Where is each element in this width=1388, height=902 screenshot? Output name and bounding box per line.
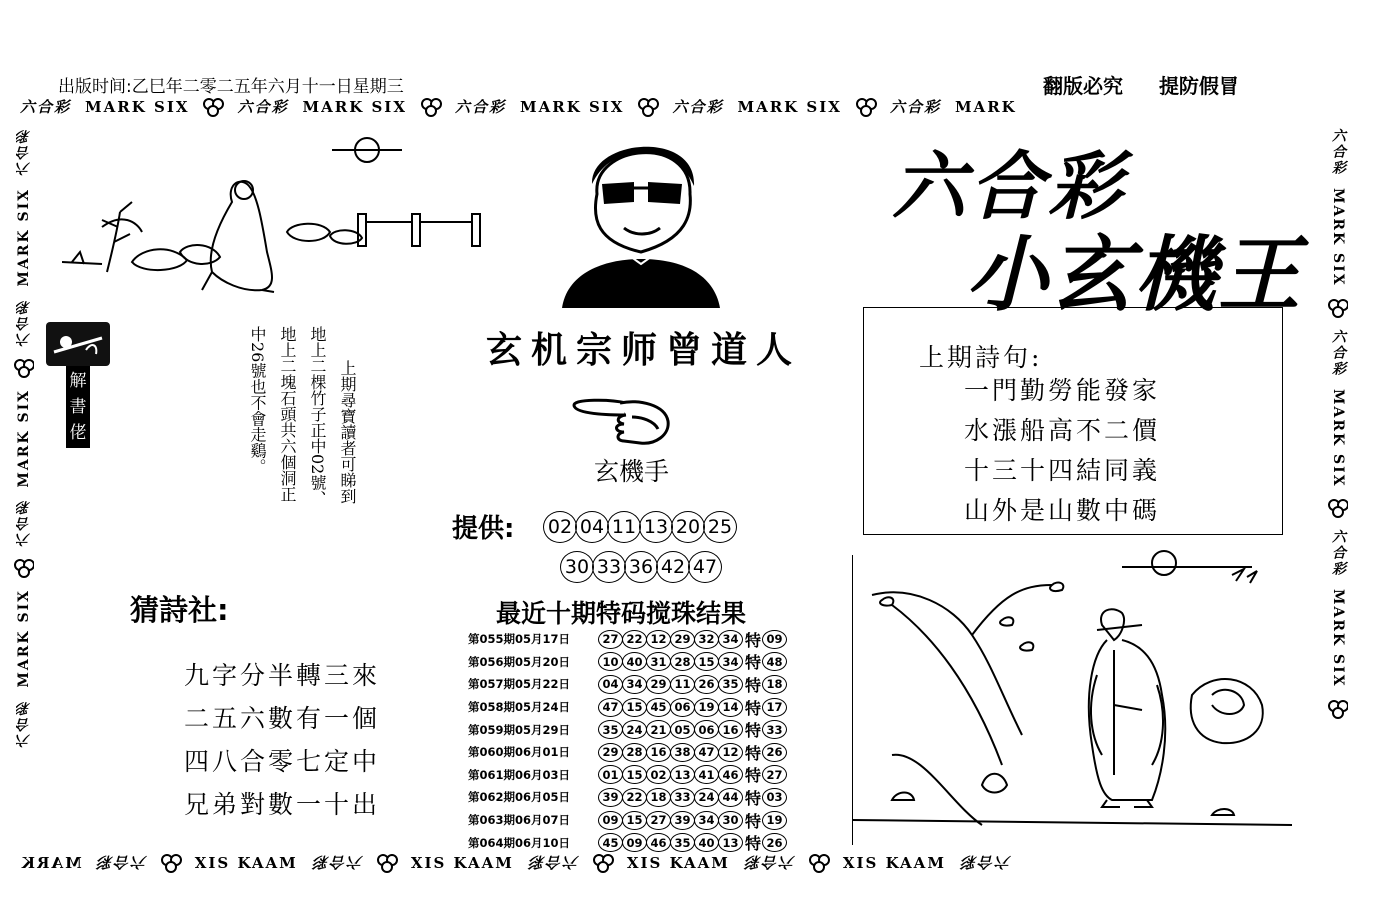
draw-ball: 14 [718, 698, 743, 717]
number-ball: 02 [543, 511, 577, 543]
draw-ball: 29 [670, 630, 695, 649]
draw-ball: 45 [646, 698, 671, 717]
draw-ball: 46 [718, 765, 743, 784]
badge-emblem [46, 322, 110, 366]
border-label-en: MARK SIX [85, 97, 190, 116]
draw-ball: 13 [718, 833, 743, 852]
special-ball: 17 [762, 698, 787, 717]
draw-label: 第063期06月07日 [468, 813, 571, 828]
special-label: 特 [745, 743, 762, 763]
border-label-en: MARK SIX [1330, 188, 1346, 287]
draw-ball: 28 [622, 743, 647, 762]
flower-icon [809, 854, 829, 872]
draw-label: 第060期06月01日 [468, 745, 571, 760]
history-row [468, 696, 850, 719]
verse-line: 一門勤勞能發家 [964, 376, 1161, 405]
pointing-hand-icon [570, 395, 674, 449]
special-label: 特 [745, 834, 762, 854]
draw-ball: 12 [646, 630, 671, 649]
verse-lines [964, 371, 1160, 531]
guess-poem-line: 兄弟對數一十出 [184, 790, 381, 819]
history-row [468, 786, 850, 809]
draw-ball: 40 [694, 833, 719, 852]
border-label-cn: 六合彩 [454, 98, 506, 116]
draw-ball: 26 [694, 675, 719, 694]
verse-heading: 上期詩句: [919, 343, 1043, 372]
provide-row-1 [543, 511, 735, 543]
verse-line: 十三十四結同義 [964, 456, 1161, 485]
border-label-cn: 六合彩 [743, 853, 795, 871]
draw-ball: 02 [646, 765, 671, 784]
right-border [1328, 128, 1348, 848]
brand-title-line2: 小玄機王 [966, 228, 1302, 323]
flower-icon [14, 559, 34, 577]
flower-icon [593, 854, 613, 872]
number-ball: 30 [560, 551, 594, 583]
draw-ball: 13 [670, 765, 695, 784]
special-ball: 19 [762, 811, 787, 830]
number-ball: 42 [656, 551, 690, 583]
special-ball: 27 [762, 765, 787, 784]
draw-label: 第064期06月10日 [468, 835, 571, 850]
border-label-cn: 六合彩 [16, 499, 32, 548]
publish-date: 出版时间:乙巳年二零二五年六月十一日星期三 [58, 77, 404, 97]
history-table [468, 628, 850, 854]
draw-ball: 21 [646, 720, 671, 739]
special-ball: 33 [762, 720, 787, 739]
draw-ball: 15 [622, 765, 647, 784]
number-ball: 04 [575, 511, 609, 543]
interpretation-column: 上期尋寶讀者可睇到 [338, 360, 357, 504]
border-label-en-reversed: MARK [20, 853, 82, 872]
draw-ball: 40 [622, 652, 647, 671]
draw-ball: 29 [598, 743, 623, 762]
flower-icon [203, 98, 223, 116]
border-label-en-reversed: XIS KAAM [842, 853, 946, 872]
draw-ball: 46 [646, 833, 671, 852]
flower-icon [421, 98, 441, 116]
draw-ball: 10 [598, 652, 623, 671]
number-ball: 13 [639, 511, 673, 543]
history-row [468, 831, 850, 854]
special-ball: 09 [762, 630, 787, 649]
history-row [468, 673, 850, 696]
old-man-illustration [852, 545, 1322, 845]
bottom-border [20, 852, 1380, 873]
border-label-cn: 六合彩 [672, 98, 724, 116]
draw-ball: 28 [670, 652, 695, 671]
draw-ball: 22 [622, 630, 647, 649]
special-label: 特 [745, 811, 762, 831]
brand-title-line1: 六合彩 [892, 144, 1126, 230]
border-label-cn: 六合彩 [20, 98, 72, 116]
draw-ball: 11 [670, 675, 695, 694]
border-label-cn: 六合彩 [889, 98, 941, 116]
draw-ball: 44 [718, 788, 743, 807]
verse-line: 山外是山數中碼 [964, 496, 1161, 525]
draw-ball: 47 [598, 698, 623, 717]
draw-ball: 15 [622, 698, 647, 717]
draw-ball: 31 [646, 652, 671, 671]
hand-label: 玄機手 [594, 457, 670, 486]
guess-poem-line: 二五六數有一個 [184, 704, 381, 733]
border-label-cn: 六合彩 [1330, 529, 1346, 578]
special-ball: 26 [762, 743, 787, 762]
border-label-en: MARK SIX [1330, 589, 1346, 688]
border-label-en-reversed: XIS KAAM [626, 853, 730, 872]
special-label: 特 [745, 788, 762, 808]
draw-ball: 29 [646, 675, 671, 694]
draw-ball: 32 [694, 630, 719, 649]
draw-ball: 19 [694, 698, 719, 717]
flower-icon [856, 98, 876, 116]
badge-text [66, 366, 90, 448]
draw-ball: 15 [694, 652, 719, 671]
verse-line: 水漲船高不二價 [964, 416, 1161, 445]
draw-ball: 38 [670, 743, 695, 762]
draw-label: 第059期05月29日 [468, 722, 571, 737]
draw-ball: 34 [694, 811, 719, 830]
portrait-image [542, 124, 740, 308]
draw-ball: 39 [598, 788, 623, 807]
draw-ball: 16 [718, 720, 743, 739]
border-label-en: MARK SIX [737, 97, 842, 116]
history-row [468, 651, 850, 674]
draw-label: 第057期05月22日 [468, 677, 571, 692]
draw-ball: 35 [598, 720, 623, 739]
special-ball: 26 [762, 833, 787, 852]
special-label: 特 [745, 675, 762, 695]
flower-icon [377, 854, 397, 872]
draw-ball: 33 [670, 788, 695, 807]
draw-ball: 35 [718, 675, 743, 694]
number-ball: 36 [624, 551, 658, 583]
number-ball: 33 [592, 551, 626, 583]
draw-ball: 27 [646, 811, 671, 830]
border-label-cn: 六合彩 [1330, 128, 1346, 176]
draw-label: 第056期05月20日 [468, 654, 571, 669]
master-name: 玄机宗师曾道人 [486, 329, 802, 371]
border-label-en: MARK SIX [16, 589, 32, 688]
border-label-cn: 六合彩 [237, 98, 289, 116]
flower-icon [161, 854, 181, 872]
draw-ball: 27 [598, 630, 623, 649]
draw-ball: 24 [622, 720, 647, 739]
draw-ball: 12 [718, 743, 743, 762]
interpretation-column: 地上二棵竹子正中02號、 [308, 326, 327, 507]
draw-ball: 16 [646, 743, 671, 762]
last-period-verse-box [863, 307, 1283, 535]
border-label-cn: 六合彩 [1330, 328, 1346, 377]
draw-ball: 34 [622, 675, 647, 694]
scholar-illustration [62, 132, 492, 302]
draw-ball: 24 [694, 788, 719, 807]
number-ball: 11 [607, 511, 641, 543]
interpretation-column: 中26號也不會走鷄。 [248, 326, 267, 475]
top-border [20, 96, 1340, 117]
history-row [468, 718, 850, 741]
flower-icon [14, 359, 34, 377]
badge-char: 佬 [69, 423, 87, 443]
border-label-en: MARK SIX [519, 97, 625, 116]
number-ball: 20 [671, 511, 705, 543]
draw-ball: 34 [718, 652, 743, 671]
history-row [468, 741, 850, 764]
master-portrait [542, 124, 740, 308]
draw-label: 第061期06月03日 [468, 767, 571, 782]
flower-icon [638, 98, 658, 116]
draw-label: 第058期05月24日 [468, 700, 571, 715]
draw-ball: 15 [622, 811, 647, 830]
flower-icon [1328, 499, 1348, 517]
guess-poem-heading: 猜詩社: [130, 593, 229, 627]
copyright-text: 翻版必究 [1043, 74, 1123, 98]
draw-ball: 06 [670, 698, 695, 717]
history-row [468, 764, 850, 787]
number-ball: 25 [703, 511, 737, 543]
history-title: 最近十期特码搅珠结果 [496, 599, 747, 628]
copyright-notice [1043, 70, 1239, 99]
special-ball: 03 [762, 788, 787, 807]
history-row [468, 628, 850, 651]
special-label: 特 [745, 698, 762, 718]
special-label: 特 [745, 766, 762, 786]
draw-ball: 34 [718, 630, 743, 649]
border-label-en: MARK [954, 97, 1017, 116]
draw-ball: 35 [670, 833, 695, 852]
guess-poem [184, 656, 380, 828]
draw-ball: 04 [598, 675, 623, 694]
draw-ball: 05 [670, 720, 695, 739]
border-label-cn: 六合彩 [311, 853, 363, 871]
draw-label: 第062期06月05日 [468, 790, 571, 805]
border-label-en: MARK SIX [302, 97, 407, 116]
draw-ball: 39 [670, 811, 695, 830]
left-border [14, 128, 34, 848]
draw-ball: 09 [622, 833, 647, 852]
border-label-en: MARK SIX [16, 388, 32, 488]
border-label-cn: 六合彩 [527, 853, 579, 871]
interpretation-column: 地上二塊石頭共六個洞正 [278, 326, 297, 502]
badge-brush-icon [46, 322, 110, 366]
border-label-en: MARK SIX [1330, 388, 1346, 488]
number-ball: 47 [688, 551, 722, 583]
border-label-en-reversed: XIS KAAM [194, 853, 298, 872]
provide-label: 提供: [452, 514, 515, 544]
border-label-cn: 六合彩 [16, 699, 32, 748]
border-label-cn: 六合彩 [16, 128, 32, 176]
draw-ball: 18 [646, 788, 671, 807]
border-label-en: MARK SIX [16, 188, 32, 287]
border-label-en-reversed: XIS KAAM [410, 853, 514, 872]
draw-ball: 41 [694, 765, 719, 784]
interpretation-text [248, 326, 357, 526]
draw-ball: 45 [598, 833, 623, 852]
flower-icon [1328, 700, 1348, 718]
draw-ball: 09 [598, 811, 623, 830]
draw-ball: 22 [622, 788, 647, 807]
flower-icon [1328, 299, 1348, 317]
badge-char: 解 [69, 371, 87, 391]
draw-ball: 01 [598, 765, 623, 784]
draw-ball: 30 [718, 811, 743, 830]
badge-char: 書 [69, 397, 87, 417]
badge [46, 322, 112, 448]
draw-ball: 06 [694, 720, 719, 739]
guess-poem-line: 九字分半轉三來 [184, 661, 381, 690]
draw-label: 第055期05月17日 [468, 632, 571, 647]
border-label-cn: 六合彩 [95, 853, 147, 871]
special-label: 特 [745, 721, 762, 741]
border-label-cn: 六合彩 [959, 853, 1011, 871]
guess-poem-line: 四八合零七定中 [184, 747, 381, 776]
beware-text: 提防假冒 [1158, 74, 1239, 98]
special-label: 特 [745, 630, 762, 650]
special-ball: 48 [762, 652, 787, 671]
provide-row-2 [560, 551, 720, 583]
draw-ball: 47 [694, 743, 719, 762]
border-label-cn: 六合彩 [16, 298, 32, 347]
special-label: 特 [745, 653, 762, 673]
special-ball: 18 [762, 675, 787, 694]
history-row [468, 809, 850, 832]
